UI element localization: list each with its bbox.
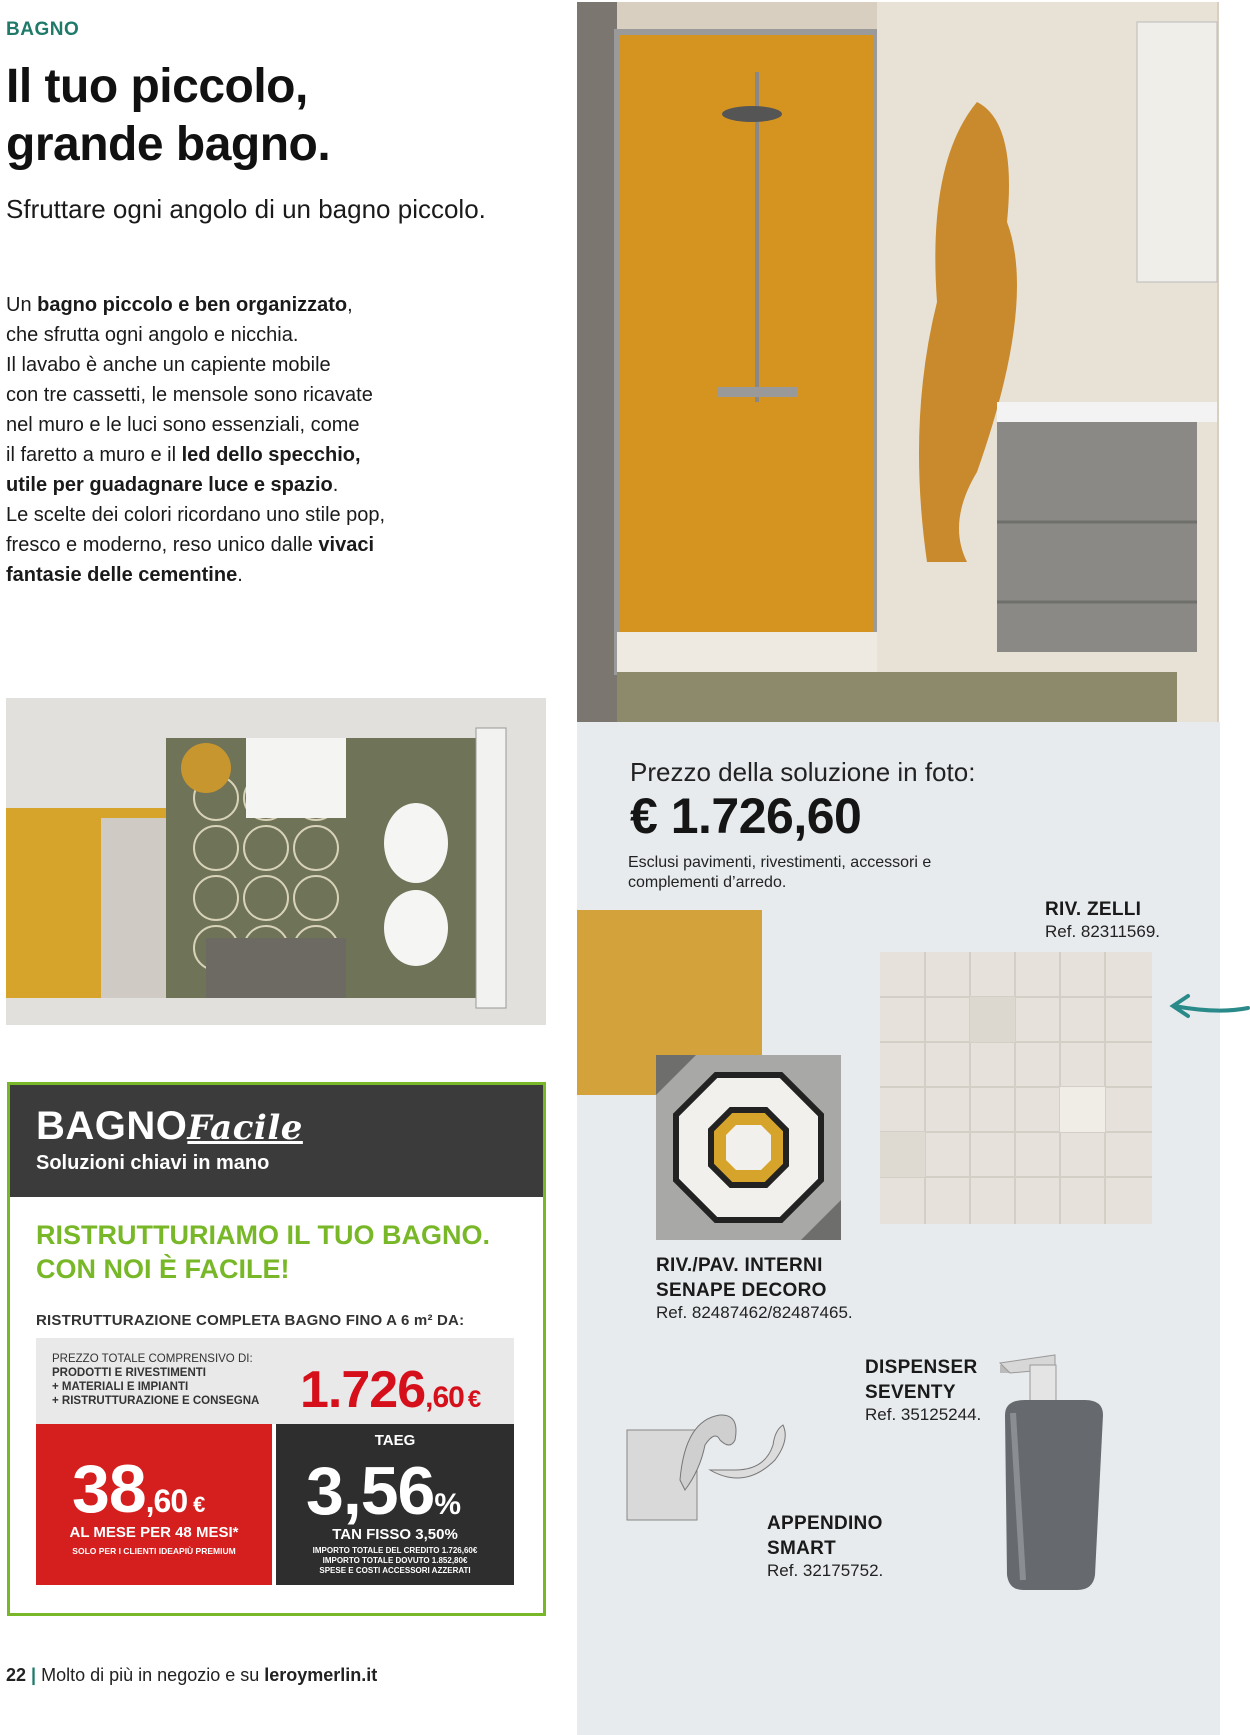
body-run: , bbox=[347, 294, 353, 316]
body-run: . bbox=[332, 474, 339, 496]
bagno-facile-logo bbox=[36, 1104, 303, 1149]
zelli-ref: Ref. 82311569. bbox=[1045, 922, 1160, 941]
body-bold-run: utile per guadagnare luce e spazio bbox=[6, 474, 333, 496]
body-run: fresco e moderno, reso unico dalle bbox=[6, 534, 319, 556]
dispenser-label bbox=[865, 1355, 981, 1425]
interni-ref: Ref. 82487462/82487465. bbox=[656, 1303, 853, 1322]
body-run: Un bbox=[6, 294, 38, 316]
price-desc-line3: + MATERIALI E IMPIANTI bbox=[52, 1381, 189, 1393]
body-run: Le scelte dei colori ricordano uno stile pop, bbox=[6, 504, 386, 526]
interni-label bbox=[656, 1253, 853, 1323]
footer-separator: | bbox=[31, 1665, 37, 1685]
logo-italic: Facile bbox=[187, 1108, 303, 1148]
interni-name-line1: RIV./PAV. INTERNI bbox=[656, 1255, 823, 1276]
interni-name-line2: SENAPE DECORO bbox=[656, 1280, 827, 1301]
cta-line-2: CON NOI È FACILE! bbox=[36, 1254, 290, 1284]
page-title bbox=[6, 58, 526, 174]
credit-fine-print bbox=[276, 1546, 514, 1576]
decor-tile-image bbox=[656, 1055, 841, 1240]
zelli-label bbox=[1045, 897, 1160, 942]
taeg-value bbox=[306, 1452, 460, 1530]
total-price-currency: € bbox=[467, 1386, 481, 1413]
dispenser-image bbox=[985, 1325, 1125, 1595]
fine-line2: IMPORTO TOTALE DOVUTO 1.852,80€ bbox=[322, 1556, 468, 1565]
tan-label: TAN FISSO 3,50% bbox=[332, 1526, 458, 1543]
monthly-installment-label: AL MESE PER 48 MESI* bbox=[69, 1524, 239, 1541]
appendino-name-line1: APPENDINO bbox=[767, 1513, 883, 1534]
monthly-int: 38 bbox=[72, 1451, 146, 1527]
title-line-1: Il tuo piccolo, bbox=[6, 60, 308, 113]
body-run: nel muro e le luci sono essenziali, come bbox=[6, 414, 360, 436]
section-tag: BAGNO bbox=[6, 19, 80, 40]
zelli-tile-image bbox=[880, 952, 1152, 1224]
bagno-facile-cta bbox=[36, 1218, 516, 1286]
monthly-installment-value bbox=[72, 1450, 204, 1528]
bathroom-photo bbox=[577, 2, 1219, 722]
body-bold-run: vivaci bbox=[318, 534, 375, 556]
logo-main: BAGNO bbox=[36, 1104, 188, 1148]
fine-line1: IMPORTO TOTALE DEL CREDITO 1.726,60€ bbox=[312, 1546, 478, 1555]
cta-line-1: RISTRUTTURIAMO IL TUO BAGNO. bbox=[36, 1220, 490, 1250]
total-price-value bbox=[300, 1360, 480, 1420]
bathroom-plan-photo bbox=[6, 698, 546, 1025]
page-number: 22 bbox=[6, 1665, 27, 1685]
appendino-name-line2: SMART bbox=[767, 1538, 837, 1559]
dispenser-name-line2: SEVENTY bbox=[865, 1382, 956, 1403]
solution-price-note: Esclusi pavimenti, rivestimenti, accessori e complementi d’arredo. bbox=[628, 854, 932, 891]
dispenser-name-line1: DISPENSER bbox=[865, 1357, 978, 1378]
dispenser-ref: Ref. 35125244. bbox=[865, 1405, 982, 1424]
monthly-currency: € bbox=[193, 1492, 205, 1517]
solution-price-value: € 1.726,60 bbox=[630, 788, 862, 844]
appendino-ref: Ref. 32175752. bbox=[767, 1561, 884, 1580]
monthly-installment-note: SOLO PER I CLIENTI IDEAPIÙ PREMIUM bbox=[72, 1546, 236, 1556]
body-run: il faretto a muro e il bbox=[6, 444, 182, 466]
renovation-offer-label: RISTRUTTURAZIONE COMPLETA BAGNO FINO A 6 m² DA: bbox=[36, 1312, 465, 1329]
fine-line3: SPESE E COSTI ACCESSORI AZZERATI bbox=[319, 1566, 471, 1575]
taeg-label: TAEG bbox=[374, 1432, 416, 1449]
footer-site-link[interactable]: leroymerlin.it bbox=[264, 1665, 378, 1685]
taeg-int: 3,56 bbox=[306, 1453, 435, 1529]
body-run: Il lavabo è anche un capiente mobile bbox=[6, 354, 331, 376]
total-price-int: 1.726 bbox=[300, 1361, 426, 1419]
zelli-name: RIV. ZELLI bbox=[1045, 899, 1142, 920]
page-footer bbox=[6, 1665, 377, 1686]
body-run: . bbox=[237, 564, 243, 586]
solution-price-label: Prezzo della soluzione in foto: bbox=[630, 757, 976, 787]
total-price-description bbox=[52, 1352, 282, 1408]
taeg-pct: % bbox=[434, 1488, 461, 1521]
price-desc-line1: PREZZO TOTALE COMPRENSIVO DI: bbox=[52, 1353, 253, 1365]
body-run: che sfrutta ogni angolo e nicchia. bbox=[6, 324, 299, 346]
body-bold-run: bagno piccolo e ben organizzato bbox=[37, 294, 348, 316]
body-bold-run: led dello specchio, bbox=[181, 444, 361, 466]
price-desc-line4: + RISTRUTTURAZIONE E CONSEGNA bbox=[52, 1395, 260, 1407]
bagno-facile-tagline: Soluzioni chiavi in mano bbox=[36, 1152, 270, 1174]
price-desc-line2: PRODOTTI E RIVESTIMENTI bbox=[52, 1367, 206, 1379]
total-price-dec: ,60 bbox=[425, 1381, 464, 1414]
monthly-dec: ,60 bbox=[145, 1483, 188, 1519]
title-line-2: grande bagno. bbox=[6, 118, 331, 171]
body-paragraph bbox=[6, 290, 526, 590]
appendino-label bbox=[767, 1511, 883, 1581]
body-run: con tre cassetti, le mensole sono ricavate bbox=[6, 384, 373, 406]
arrow-left-icon bbox=[1168, 992, 1250, 1022]
footer-text: Molto di più in negozio e su bbox=[41, 1665, 265, 1685]
body-bold-run: fantasie delle cementine bbox=[6, 564, 238, 586]
page-subtitle: Sfruttare ogni angolo di un bagno piccolo. bbox=[6, 194, 486, 224]
